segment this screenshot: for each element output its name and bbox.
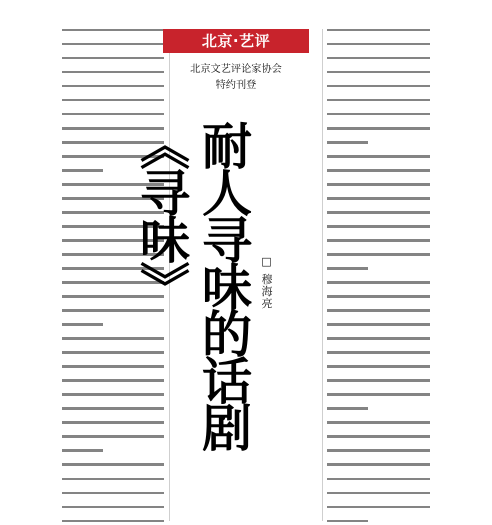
text-line xyxy=(62,57,164,59)
text-line xyxy=(327,113,430,115)
text-line xyxy=(62,351,164,353)
text-line xyxy=(62,323,103,325)
text-line xyxy=(62,379,164,381)
article-title: 耐人寻味的话剧《寻味》 xyxy=(132,120,252,449)
text-line xyxy=(327,393,430,395)
text-line xyxy=(62,113,164,115)
text-line xyxy=(327,211,430,213)
text-line xyxy=(327,29,430,31)
text-line xyxy=(62,85,164,87)
text-line xyxy=(327,506,430,508)
text-line xyxy=(327,281,430,283)
text-line xyxy=(62,393,164,395)
text-line xyxy=(327,239,430,241)
text-line xyxy=(327,99,430,101)
text-line xyxy=(62,71,164,73)
host-line: 特约刊登 xyxy=(215,80,257,91)
text-line xyxy=(62,478,164,480)
text-line xyxy=(62,365,164,367)
text-line xyxy=(327,478,430,480)
text-line xyxy=(62,29,164,31)
text-line xyxy=(327,337,430,339)
text-line xyxy=(327,463,430,465)
text-line xyxy=(62,435,164,437)
text-line xyxy=(62,449,103,451)
text-line xyxy=(327,127,430,129)
text-line xyxy=(327,267,368,269)
text-line xyxy=(62,421,164,423)
text-line xyxy=(62,337,164,339)
text-line xyxy=(327,421,430,423)
text-line xyxy=(327,183,430,185)
body-text-right xyxy=(327,29,430,525)
text-line xyxy=(327,253,430,255)
column-rule-right xyxy=(322,29,323,521)
text-line xyxy=(327,323,430,325)
text-line xyxy=(327,295,430,297)
text-line xyxy=(327,85,430,87)
text-line xyxy=(327,57,430,59)
text-line xyxy=(327,43,430,45)
text-line xyxy=(327,492,430,494)
text-line xyxy=(62,309,164,311)
text-line xyxy=(327,141,368,143)
text-line xyxy=(327,309,430,311)
text-line xyxy=(327,71,430,73)
text-line xyxy=(327,351,430,353)
text-line xyxy=(327,520,368,522)
text-line xyxy=(327,407,368,409)
text-line xyxy=(62,43,164,45)
text-line xyxy=(327,435,430,437)
text-line xyxy=(327,155,430,157)
text-line xyxy=(327,379,430,381)
text-line xyxy=(62,99,164,101)
text-line xyxy=(327,365,430,367)
text-line xyxy=(62,169,103,171)
article-byline: □ 穆海亮 xyxy=(260,255,273,310)
text-line xyxy=(62,463,164,465)
host-line: 北京文艺评论家协会 xyxy=(190,64,282,75)
text-line xyxy=(327,169,430,171)
column-header xyxy=(163,29,309,112)
text-line xyxy=(327,225,430,227)
text-line xyxy=(62,492,164,494)
column-name: 北京·艺评 xyxy=(163,29,309,53)
column-hosts xyxy=(163,62,309,94)
text-line xyxy=(62,520,164,522)
text-line xyxy=(62,407,164,409)
text-line xyxy=(62,506,164,508)
text-line xyxy=(327,449,430,451)
text-line xyxy=(327,197,430,199)
